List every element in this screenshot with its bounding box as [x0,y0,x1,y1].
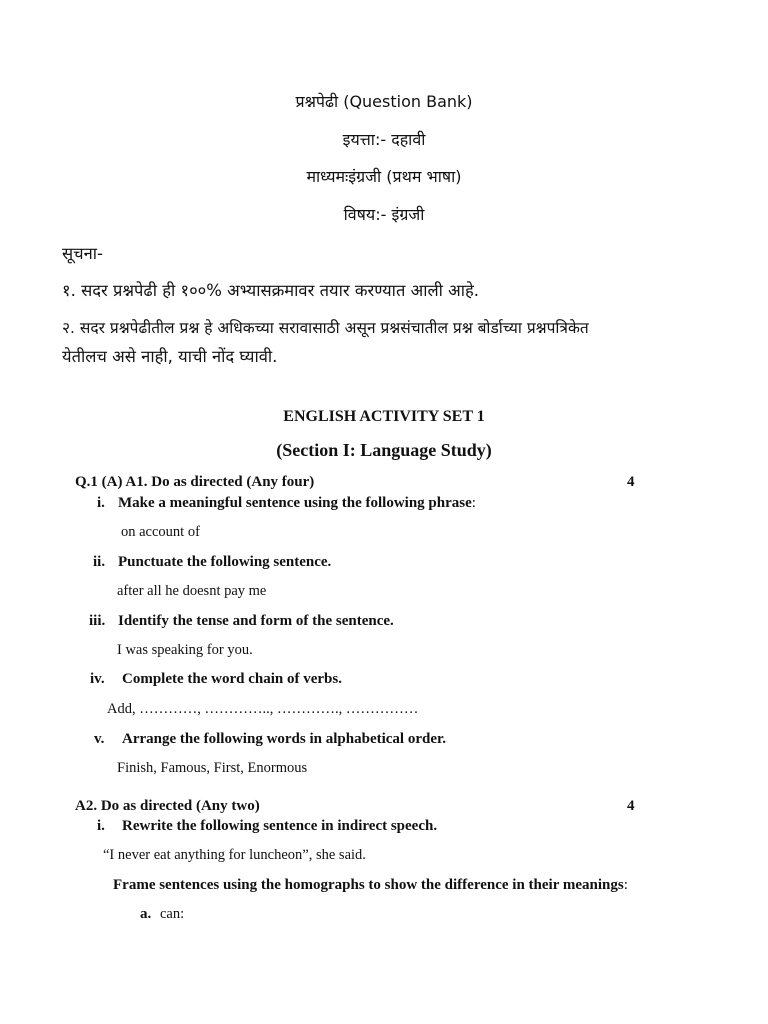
activity-set-title: ENGLISH ACTIVITY SET 1 [283,408,485,425]
a2-heading: A2. Do as directed (Any two) [75,798,260,814]
q1-item-number: ii. [93,554,106,570]
homograph-sub-label: a. [140,906,152,922]
q1-item-number: i. [97,495,105,511]
q1-item-number: v. [94,731,105,747]
question-bank-title: प्रश्नपेढी (Question Bank) [295,92,473,111]
subject-line: विषय:- इंग्रजी [343,205,425,224]
a2-item-question: Rewrite the following sentence in indirect speech. [122,818,438,834]
q1-item-question-text: Complete the word chain of verbs. [122,671,342,687]
q1-marks: 4 [627,474,635,490]
q1-item-answer: I was speaking for you. [117,642,253,658]
q1-item-question-text: Identify the tense and form of the sentence. [118,613,394,629]
section-title: (Section I: Language Study) [276,440,492,460]
a2-item-answer: “I never eat anything for luncheon”, she said. [103,847,366,863]
q1-item-answer: on account of [121,524,200,540]
q1-item-number: iii. [89,613,106,629]
notes-heading: सूचना- [62,244,104,263]
homograph-instruction-suffix: : [623,877,628,893]
homograph-sub-text: can: [160,906,185,922]
q1-item-question-text: Arrange the following words in alphabetical order. [122,731,447,747]
note-1: १. सदर प्रश्नपेढी ही १००% अभ्यासक्रमावर तयार करण्यात आली आहे. [62,281,480,300]
q1-item-answer: after all he doesnt pay me [117,583,267,599]
note-2-line-1: २. सदर प्रश्नपेढीतील प्रश्न हे अधिकच्या सरावासाठी असून प्रश्नसंचातील प्रश्न बोर्डाच्या प्रश्नपत्रिकेत [62,319,589,337]
a2-marks: 4 [627,798,635,814]
class-line: इयत्ता:- दहावी [342,130,426,149]
q1-item-number: iv. [90,671,105,687]
q1-item-question [118,495,476,512]
homograph-instruction-text: Frame sentences using the homographs to show the difference in their meanings [113,877,624,893]
q1-item-question-text: Make a meaningful sentence using the following phrase [118,495,472,511]
a2-item-number: i. [97,818,105,834]
q1-item-question-text: Punctuate the following sentence. [118,554,332,570]
q1-heading: Q.1 (A) A1. Do as directed (Any four) [75,474,315,490]
medium-line: माध्यमःइंग्रजी (प्रथम भाषा) [306,167,462,186]
q1-item-question-suffix: : [471,495,476,511]
q1-item-answer: Add, …………, ………….., …………., …………… [107,701,419,717]
homograph-instruction [113,877,628,894]
note-2-line-2: येतीलच असे नाही, याची नोंद घ्यावी. [62,347,278,366]
q1-item-answer: Finish, Famous, First, Enormous [117,760,308,776]
